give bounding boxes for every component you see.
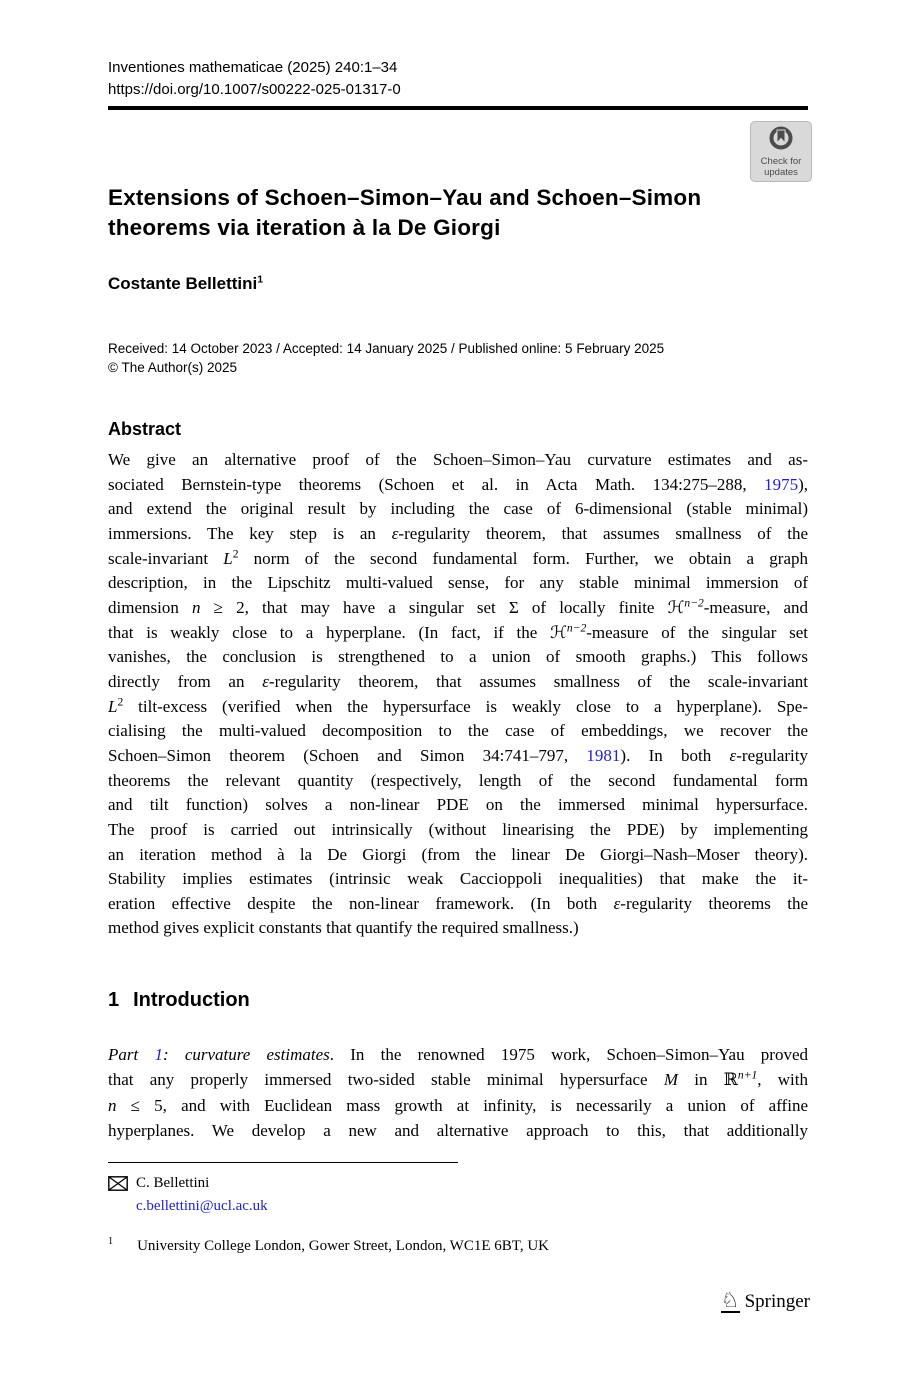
text-segment: -measure, and (703, 597, 808, 617)
introduction-body (108, 1042, 808, 1143)
text-line (108, 843, 808, 868)
text-segment: n (108, 1095, 117, 1115)
text-line (108, 645, 808, 670)
text-line (108, 867, 808, 892)
journal-header (108, 57, 808, 101)
text-segment: dimension (108, 597, 192, 617)
text-segment: ℋ (550, 622, 567, 642)
section-label: Introduction (133, 989, 250, 1011)
header-divider (108, 106, 808, 110)
text-segment: -regularity theorem, that assumes smallness of the scale-invariant (268, 671, 808, 691)
text-line (108, 719, 808, 744)
text-segment: ε (729, 745, 737, 765)
text-segment: in ℝ (678, 1070, 738, 1090)
text-segment: immersions. The key step is an (108, 523, 392, 543)
text-segment: L (223, 548, 233, 568)
abstract-heading: Abstract (108, 419, 182, 439)
text-line (108, 793, 808, 818)
text-segment: : curvature estimates (162, 1045, 330, 1064)
text-segment: vanishes, the conclusion is strengthened to a union of smooth graphs.) This follows (108, 647, 808, 667)
text-line (108, 522, 808, 547)
text-segment: Schoen–Simon theorem (Schoen and Simon 34:741–797, (108, 745, 587, 765)
badge-label-line1: Check for (760, 156, 802, 167)
text-line (108, 744, 808, 769)
text-line (108, 621, 808, 646)
correspondence-block (108, 1172, 608, 1218)
envelope-icon (108, 1176, 128, 1191)
text-segment: Stability implies estimates (intrinsic weak Caccioppoli inequalities) that make the it- (108, 869, 808, 889)
footnote-divider (108, 1162, 458, 1163)
text-line (108, 571, 808, 596)
text-segment: n−2 (684, 596, 704, 610)
page-title (108, 183, 768, 243)
text-segment: n−2 (566, 620, 587, 634)
text-segment: -regularity theorems the (620, 893, 809, 913)
text-segment: n+1 (737, 1068, 758, 1082)
affiliation-text: University College London, Gower Street, London, WC1E 6BT, UK (137, 1238, 549, 1254)
text-segment: method gives explicit constants that quantify the required smallness.) (108, 918, 579, 938)
text-segment: ). In both (620, 745, 730, 765)
text-segment: Part (108, 1045, 155, 1064)
text-segment: -measure of the singular set (586, 622, 808, 642)
copyright-line: © The Author(s) 2025 (108, 360, 238, 375)
text-segment: description, in the Lipschitz multi-valued sense, for any stable minimal immersion of (108, 573, 808, 593)
inline-link[interactable]: 1 (154, 1045, 163, 1064)
text-segment: -regularity (736, 745, 808, 765)
text-line (108, 1042, 808, 1067)
text-segment: hyperplanes. We develop a new and alternative approach to this, that additionally (108, 1120, 808, 1140)
text-segment: n (191, 597, 201, 617)
publisher-logo (690, 1290, 810, 1313)
journal-citation: Inventiones mathematicae (2025) 240:1–34 (108, 59, 398, 76)
text-segment: . In the renowned 1975 work, Schoen–Simon–Yau proved (329, 1045, 809, 1064)
text-segment: M (663, 1070, 679, 1090)
text-segment: norm of the second fundamental form. Further, we obtain a graph (238, 548, 808, 568)
text-segment: and extend the original result by including the case of 6-dimensional (stable minimal) (108, 499, 808, 519)
inline-link[interactable]: 1981 (586, 745, 621, 765)
text-segment: cialising the multi-valued decomposition to the case of embeddings, we recover the (108, 721, 808, 741)
text-line (108, 695, 808, 720)
text-segment: L (108, 696, 118, 716)
text-line (108, 596, 808, 621)
springer-knight-icon: ♘ (720, 1288, 740, 1312)
text-segment: and tilt function) solves a non-linear PDE on the immersed minimal hypersurface. (108, 795, 808, 815)
text-line (108, 547, 808, 572)
text-line (108, 1093, 808, 1118)
title-line-2: theorems via iteration à la De Giorgi (108, 215, 501, 240)
text-line (108, 1067, 808, 1092)
text-line (108, 892, 808, 917)
author-line (108, 274, 263, 294)
author-footnote-mark[interactable]: 1 (257, 273, 264, 286)
text-segment: ≤ 5, and with Euclidean mass growth at infinity, is necessarily a union of affine (116, 1095, 808, 1115)
check-for-updates-badge[interactable] (750, 121, 812, 182)
author-name: Costante Bellettini (108, 274, 258, 293)
text-line (108, 916, 808, 941)
text-line (108, 818, 808, 843)
text-segment: ε (391, 523, 399, 543)
abstract-body (108, 448, 808, 941)
affiliation-mark: 1 (108, 1236, 114, 1247)
text-segment: ε (262, 671, 269, 691)
text-line (108, 670, 808, 695)
title-line-1: Extensions of Schoen–Simon–Yau and Schoen–Simon (108, 185, 702, 210)
section-number: 1 (108, 989, 120, 1011)
text-segment: ε (613, 893, 621, 913)
text-segment: that is weakly close to a hyperplane. (In fact, if the (108, 622, 551, 642)
text-line (108, 473, 808, 498)
text-segment: 2 (117, 694, 124, 708)
correspondence-name: C. Bellettini (136, 1175, 210, 1191)
section-heading-introduction (108, 989, 250, 1012)
text-segment: eration effective despite the non-linear framework. (In both (108, 893, 614, 913)
inline-link[interactable]: 1975 (764, 474, 799, 494)
text-segment: -regularity theorem, that assumes smallness of the (398, 523, 808, 543)
text-segment: 2 (232, 546, 239, 560)
text-segment: , with (757, 1070, 808, 1090)
text-line (108, 448, 808, 473)
affiliation-line (108, 1238, 708, 1255)
crossmark-icon (767, 126, 795, 152)
text-segment: an iteration method à la De Giorgi (from the linear De Giorgi–Nash–Moser theory). (108, 844, 808, 864)
text-segment: ≥ 2, that may have a singular set Σ of locally finite (200, 597, 668, 617)
text-segment: The proof is carried out intrinsically (without linearising the PDE) by implementing (108, 819, 808, 839)
received-accepted-line: Received: 14 October 2023 / Accepted: 14 January 2025 / Published online: 5 February 2025 (108, 341, 665, 356)
text-segment: theorems the relevant quantity (respectively, length of the second fundamental form (108, 770, 808, 790)
text-segment: tilt-excess (verified when the hypersurface is weakly close to a hyperplane). Spe- (123, 696, 808, 716)
article-meta (108, 339, 808, 377)
text-segment: scale-invariant (108, 548, 224, 568)
text-segment: We give an alternative proof of the Schoen–Simon–Yau curvature estimates and as- (108, 450, 808, 469)
text-segment: sociated Bernstein-type theorems (Schoen et al. in Acta Math. 134:275–288, (108, 474, 765, 494)
text-line (108, 769, 808, 794)
publisher-name: Springer (744, 1290, 810, 1312)
text-segment: directly from an (108, 671, 263, 691)
text-line (108, 497, 808, 522)
text-segment: that any properly immersed two-sided stable minimal hypersurface (108, 1070, 664, 1090)
badge-label-line2: updates (764, 166, 798, 178)
text-line (108, 1118, 808, 1143)
text-segment: ), (798, 474, 808, 494)
doi-link[interactable]: https://doi.org/10.1007/s00222-025-01317-0 (108, 81, 401, 98)
text-segment: ℋ (667, 597, 685, 617)
correspondence-email[interactable]: c.bellettini@ucl.ac.uk (136, 1198, 268, 1214)
